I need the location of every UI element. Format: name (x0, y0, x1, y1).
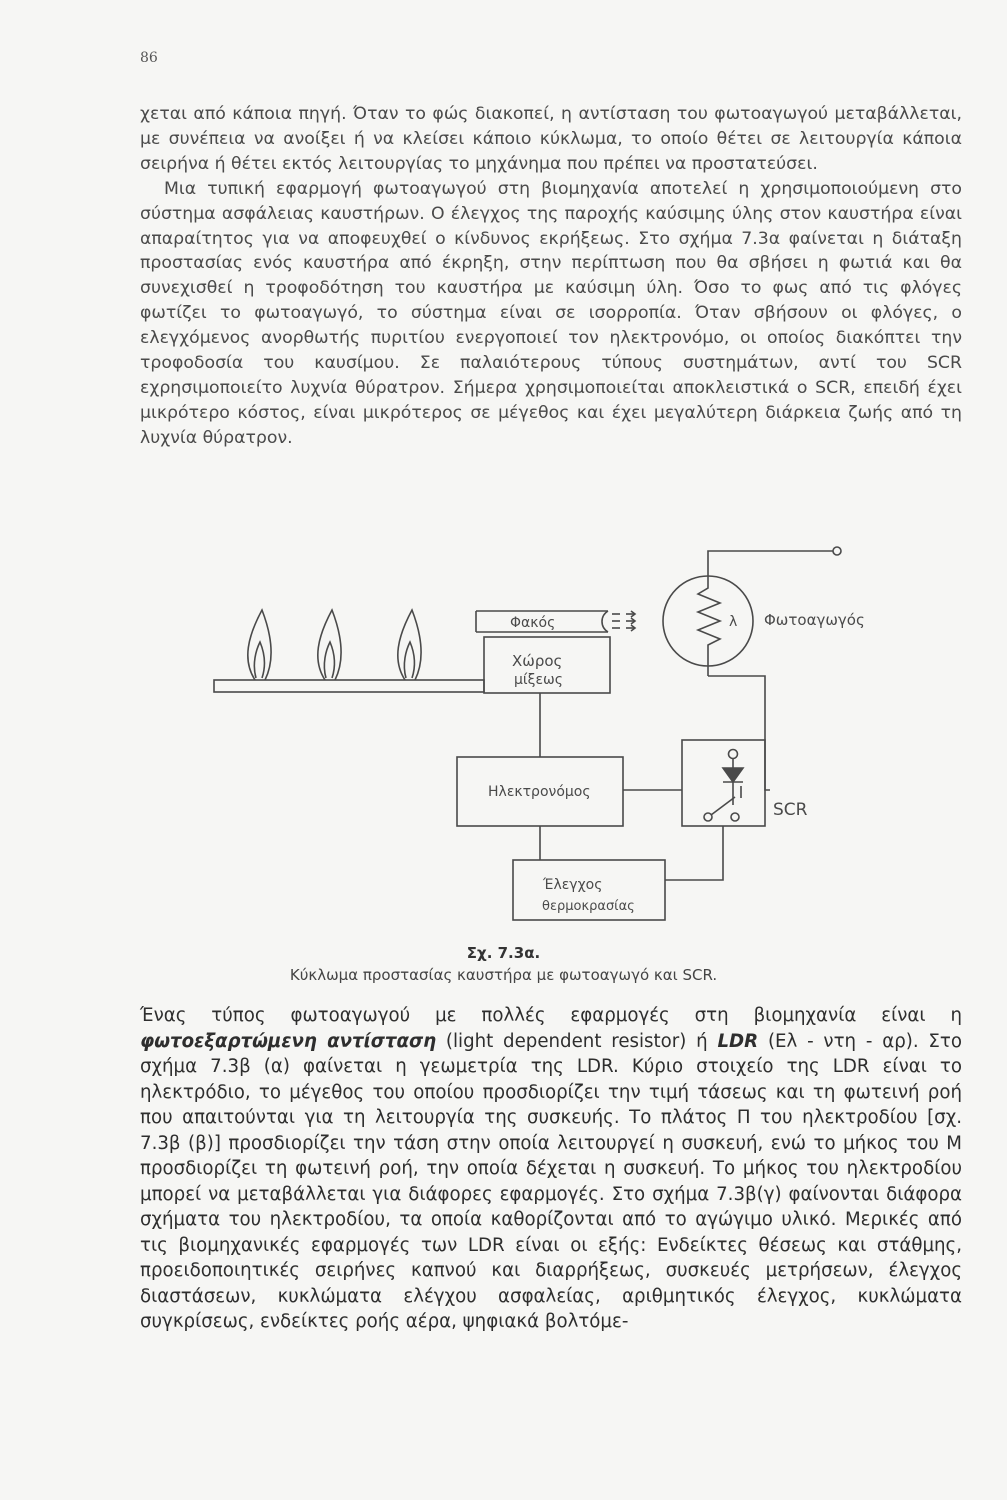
scr-label: SCR (773, 800, 808, 820)
flame-2 (318, 610, 341, 680)
light-rays (612, 611, 635, 631)
page-number: 86 (140, 50, 158, 66)
paragraph-burner-safety: Μια τυπική εφαρμογή φωτοαγωγού στη βιομηχανία αποτελεί η χρησιμοποιούμενη στο σύστημα ασφάλειας καυστήρων. Ο έλεγχος της παροχής καύσιμης ύλης στον καυστήρα είναι απαραίτητος για να αποφευχθεί ο κίνδυνος εκρήξεως. Στο σχήμα 7.3α φαίνεται η διάταξη προστασίας ενός καυστήρα από έκρηξη, στην περίπτωση που θα σβήσει η φωτιά και θα συνεχισθεί η τροφοδότηση του καυστήρα με καύσιμη ύλη. Όσο το φως από τις φλόγες φωτίζει το φωτοαγωγό, το σύστημα είναι σε ισορροπία. Όταν σβήσουν οι φλόγες, ο ελεγχόμενος ανορθωτής πυριτίου ενεργοποιεί τον ηλεκτρονόμο, οι οποίος διακόπτει την τροφοδοσία του καυσίμου. Σε παλαιότερους τύπους συστημάτων, αντί του SCR εχρησιμοποιείτο λυχνία θύρατρον. Σήμερα χρησιμοποιείται αποκλειστικά ο SCR, επειδή έχει μικρότερο κόστος, είναι μικρότερος σε μέγεθος και έχει μεγαλύτερη διάρκεια ζωής από τη λυχνία θύρατρον. (140, 178, 962, 448)
ldr-rest: (Ελ - ντη - αρ). Στο σχήμα 7.3β (α) φαίνεται η γεωμετρία της LDR. Κύριο στοιχείο της LDR είναι το ηλεκτρόδιο, το μέγεθος του οποίου προσδιορίζει την τιμή τάσεως και τη φωτεινή ροή που απαιτούνται για τη λειτουργία της συσκευής. Το πλάτος Π του ηλεκτροδίου [σχ. 7.3β (β)] προσδιορίζει την τάση στην οποία λειτουργεί η συσκευή, ενώ το μήκος του Μ προσδιορίζει τη φωτεινή ροή, την οποία δέχεται η συσκευή. Το μήκος του ηλεκτροδίου μπορεί να μεταβάλλεται για διάφορες εφαρμογές. Στο σχήμα 7.3β(γ) φαίνονται διάφορα σχήματα του ηλεκτροδίου, τα οποία καθορίζονται από το αγώγιμο υλικό. Μερικές από τις βιομηχανικές εφαρμογές των LDR είναι οι εξής: Ενδείκτες θέσεως και στάθμης, προειδοποιητικές σειρήνες καπνού και διαρρήξεως, συσκευές μετρήσεων, έλεγχος διαστάσεων, κυκλώματα ελέγχου ασφαλείας, αριθμητικός έλεγχος, κυκλώματα συγκρίσεως, ενδείκτες ροής αέρα, ψηφιακά βολτόμε- (140, 1030, 962, 1332)
ldr-term-abbrev: LDR (717, 1030, 759, 1052)
terminal (833, 547, 841, 555)
wire-scr-temp (665, 826, 723, 880)
photoconductor-label: Φωτοαγωγός (764, 611, 865, 629)
mixing-label-line2: μίξεως (514, 672, 563, 688)
bottom-text-block (140, 1003, 962, 1335)
figure-caption-text: Κύκλωμα προστασίας καυστήρα με φωτοαγωγό και SCR. (289, 966, 718, 984)
temp-label-line2: θερμοκρασίας (542, 899, 635, 914)
flame-1 (248, 610, 271, 680)
photoconductor-resistor (698, 572, 720, 676)
wire-photo-top (708, 551, 833, 572)
paragraph-ldr (140, 1003, 962, 1335)
ldr-term-greek: φωτοεξαρτώμενη αντίσταση (140, 1030, 437, 1052)
paragraph-continuation: χεται από κάποια πηγή. Όταν το φώς διακοπεί, η αντίσταση του φωτοαγωγού μεταβάλλεται, με συνέπεια να ανοίξει ή να κλείσει κάποιο κύκλωμα, το οποίο θέτει σε λειτουργία κάποια σειρήνα ή θέτει εκτός λειτουργίας το μηχάνημα που πρέπει να προστατεύσει. (140, 104, 962, 174)
burner-pipe (214, 680, 484, 692)
lambda-label: λ (729, 614, 738, 630)
mixing-label-line1: Χώρος (512, 652, 563, 670)
scr-box (682, 740, 765, 826)
figure-caption-number: Σχ. 7.3α. (466, 944, 541, 962)
ldr-intro: Ένας τύπος φωτοαγωγού με πολλές εφαρμογές στη βιομηχανία είναι η (140, 1005, 962, 1026)
lens-label: Φακός (510, 615, 556, 631)
relay-label: Ηλεκτρονόμος (488, 784, 591, 800)
temp-label-line1: Έλεγχος (543, 877, 603, 893)
lens-end (602, 611, 608, 632)
ldr-mid: (light dependent resistor) ή (436, 1030, 718, 1052)
flame-3 (398, 610, 421, 680)
